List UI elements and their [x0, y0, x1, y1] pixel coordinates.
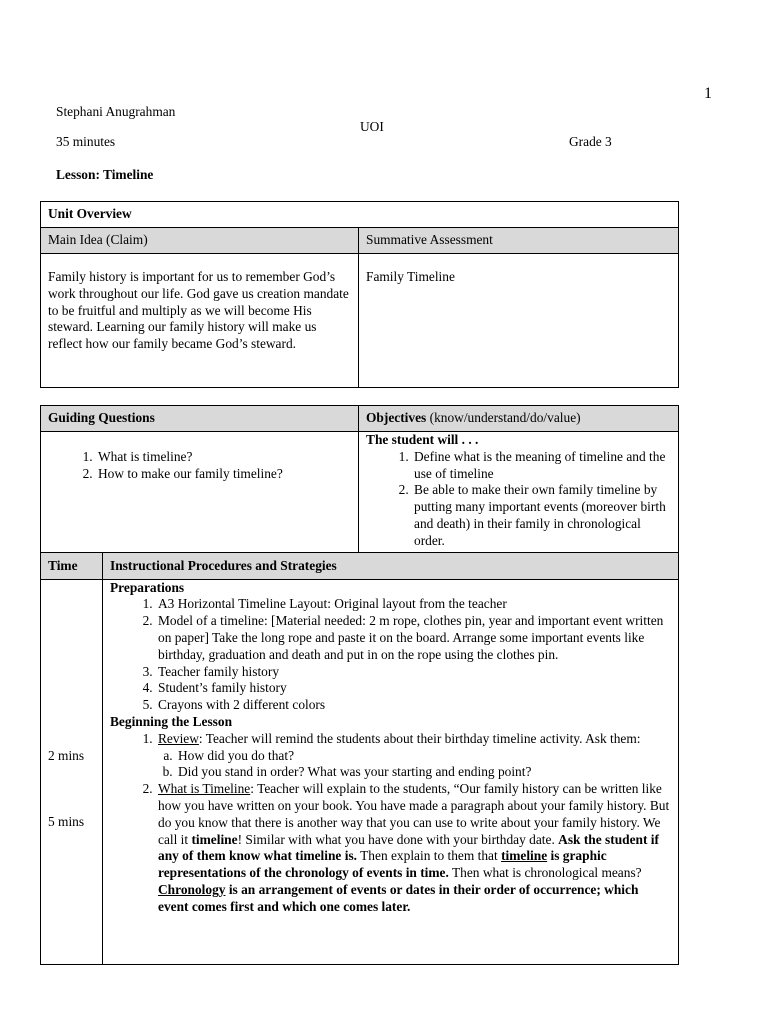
lesson-plan-table: [40, 405, 679, 965]
preparation-item: 2. Model of a timeline: [Material needed: 2 m rope, clothes pin, year and important event written on paper] Take the long rope and paste it on the board. Arrange some important events like birthday, graduation and death and put in on the rope using the clothes pin.: [156, 613, 671, 663]
objective-item: 2. Be able to make their own family timeline by putting many important events (moreover birth and death) in their family in chronological order.: [412, 482, 671, 549]
main-idea-header: Main Idea (Claim): [41, 228, 359, 254]
guiding-questions-cell: [41, 432, 359, 553]
lesson-duration: 35 minutes: [56, 134, 116, 149]
time-cell: [41, 579, 103, 964]
timeline-step: 2. What is Timeline: Teacher will explain to the students, “Our family history can be written like how you have written on your book. You have made a paragraph about your family history. But do you know that there is another way that you can use to write about your family history. We call it timeline! Similar with what you have done with your birthday date. Ask the student if any of them know what timeline is. Then explain to them that timeline is graphic representations of the chronology of events in time. Then what is chronological means? Chronology is an arrangement of events or dates in their order of occurrence; which event comes first and which one comes later.: [156, 781, 671, 915]
lesson-title: Lesson: Timeline: [56, 167, 154, 182]
objective-item: 1. Define what is the meaning of timeline and the use of timeline: [412, 449, 671, 483]
unit-overview-table: [40, 201, 679, 388]
unit-overview-title: Unit Overview: [41, 202, 679, 228]
objectives-header: Objectives (know/understand/do/value): [359, 406, 679, 432]
preparations-title: Preparations: [110, 579, 185, 595]
student-will-label: The student will . . .: [366, 432, 479, 447]
time-header: Time: [41, 552, 103, 579]
main-idea-text: Family history is important for us to remember God’s work throughout our life. God gave us creation mandate to be fruitful and multiply as we will become His steward. Learning our family history will make us reflect how our family became God’s steward.: [41, 254, 359, 388]
summative-assessment-text: Family Timeline: [359, 254, 679, 388]
procedures-header: Instructional Procedures and Strategies: [103, 552, 679, 579]
time-review: 2 mins: [48, 747, 85, 763]
guiding-question: 2. How to make our family timeline?: [96, 466, 351, 483]
review-step: 1. Review: Teacher will remind the students about their birthday timeline activity. Ask them: a. How did you do that? b. Did you stand in order? What was your starting and ending point?: [156, 731, 671, 781]
page-number: 1: [704, 85, 712, 102]
preparation-item: 5. Crayons with 2 different colors: [156, 697, 671, 714]
guiding-questions-header: Guiding Questions: [41, 406, 359, 432]
guiding-question: 1. What is timeline?: [96, 449, 351, 466]
preparation-item: 3. Teacher family history: [156, 664, 671, 681]
subject-label: UOI: [360, 119, 384, 134]
author-name: Stephani Anugrahman: [56, 104, 176, 119]
preparation-item: 1. A3 Horizontal Timeline Layout: Original layout from the teacher: [156, 596, 671, 613]
objectives-cell: [359, 432, 679, 553]
beginning-title: Beginning the Lesson: [110, 713, 233, 729]
preparation-item: 4. Student’s family history: [156, 680, 671, 697]
review-question: b. Did you stand in order? What was your starting and ending point?: [176, 764, 671, 781]
time-timeline: 5 mins: [48, 814, 85, 830]
review-question: a. How did you do that?: [176, 748, 671, 765]
grade-label: Grade 3: [569, 134, 612, 149]
summative-assessment-header: Summative Assessment: [359, 228, 679, 254]
procedures-cell: [103, 579, 679, 964]
